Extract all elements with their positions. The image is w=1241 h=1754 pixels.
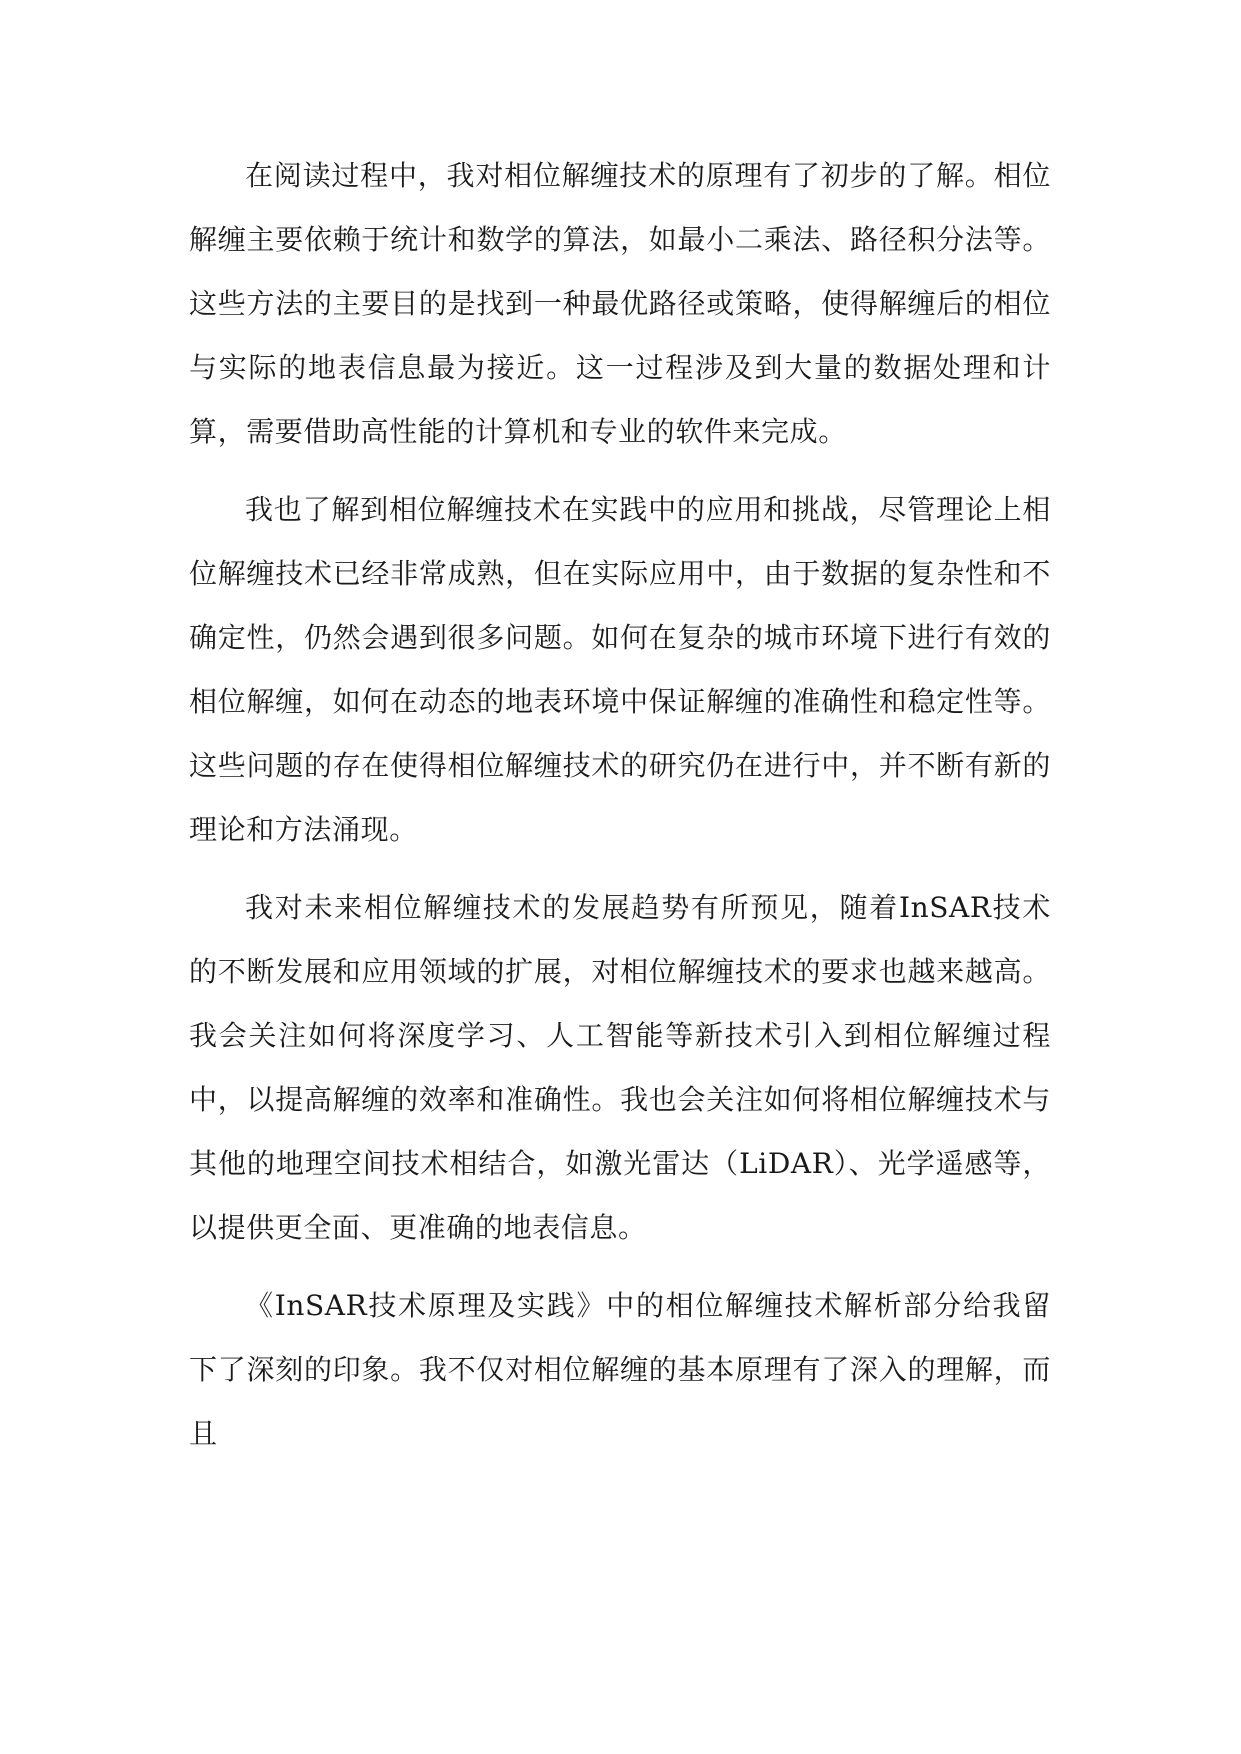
paragraph-1: 在阅读过程中，我对相位解缠技术的原理有了初步的了解。相位解缠主要依赖于统计和数学的算法，如最小二乘法、路径积分法等。这些方法的主要目的是找到一种最优路径或策略，使得解缠后的相位与实际的地表信息最为接近。这一过程涉及到大量的数据处理和计算，需要借助高性能的计算机和专业的软件来完成。 <box>189 159 1051 448</box>
paragraph-3: 我对未来相位解缠技术的发展趋势有所预见，随着InSAR技术的不断发展和应用领域的扩展，对相位解缠技术的要求也越来越高。我会关注如何将深度学习、人工智能等新技术引入到相位解缠过程中，以提高解缠的效率和准确性。我也会关注如何将相位解缠技术与其他的地理空间技术相结合，如激光雷达（LiDAR）、光学遥感等，以提供更全面、更准确的地表信息。 <box>189 891 1051 1244</box>
paragraph-2: 我也了解到相位解缠技术在实践中的应用和挑战，尽管理论上相位解缠技术已经非常成熟，但在实际应用中，由于数据的复杂性和不确定性，仍然会遇到很多问题。如何在复杂的城市环境下进行有效的相位解缠，如何在动态的地表环境中保证解缠的准确性和稳定性等。这些问题的存在使得相位解缠技术的研究仍在进行中，并不断有新的理论和方法涌现。 <box>189 493 1051 846</box>
paragraph-4: 《InSAR技术原理及实践》中的相位解缠技术解析部分给我留下了深刻的印象。我不仅对相位解缠的基本原理有了深入的理解，而且 <box>189 1289 1051 1450</box>
body-text <box>189 144 1051 1480</box>
